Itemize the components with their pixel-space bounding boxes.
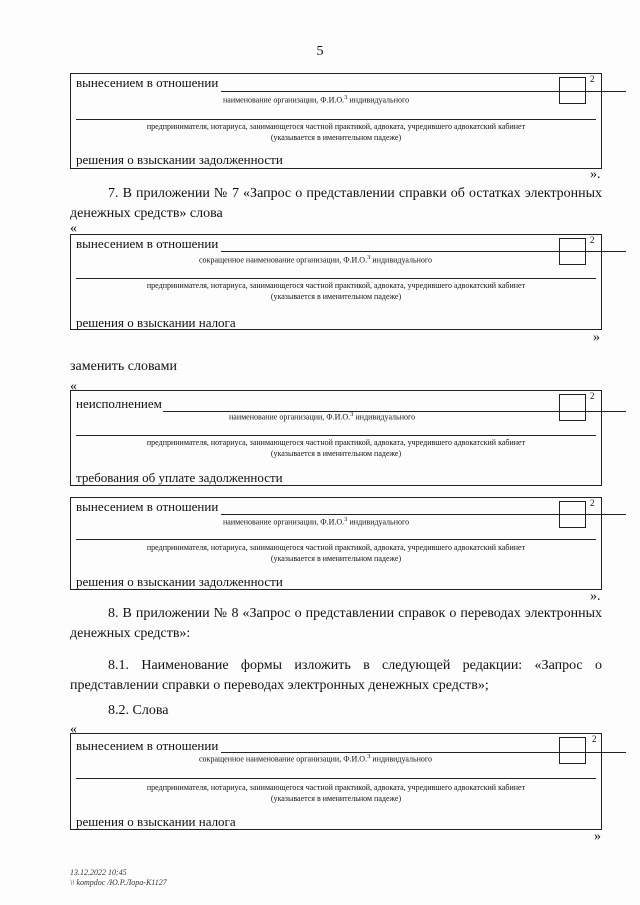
code-box-number: 2 (592, 734, 597, 744)
block-lead-text: неисполнением (76, 396, 162, 411)
field-caption-2: предпринимателя, нотариуса, занимающегося частной практикой, адвоката, учредившего адвокатский кабинет (указывается в именительном падеже) (146, 281, 526, 301)
block-tail-text: решения о взыскании задолженности (76, 574, 283, 589)
block-lead-text: вынесением в отношении (76, 75, 219, 90)
code-box (559, 77, 586, 104)
block-tail-text: требования об уплате задолженности (76, 470, 283, 485)
field-caption-2: предпринимателя, нотариуса, занимающегося частной практикой, адвоката, учредившего адвокатский кабинет (указывается в именительном падеже) (146, 438, 526, 458)
field-caption-2: предпринимателя, нотариуса, занимающегося частной практикой, адвоката, учредившего адвокатский кабинет (указывается в именительном падеже) (146, 783, 526, 803)
form-block-1 (70, 73, 602, 169)
quote-open: « (70, 379, 77, 394)
code-box (559, 238, 586, 265)
quote-close: ». (590, 167, 601, 182)
fill-line (76, 778, 596, 779)
replace-with-text: заменить словами (70, 359, 177, 374)
code-box-number: 2 (590, 235, 595, 245)
form-block-4 (70, 497, 602, 590)
field-caption-2: предпринимателя, нотариуса, занимающегося частной практикой, адвоката, учредившего адвокатский кабинет (указывается в именительном падеже) (146, 543, 526, 563)
print-date: 13.12.2022 10:45 (70, 868, 127, 877)
code-box (559, 501, 586, 528)
field-caption: наименование организации, Ф.И.О.$^3$ индивидуального (229, 411, 416, 422)
form-block-2 (70, 234, 602, 330)
paragraph-8-1: 8.1. Наименование формы изложить в следующей редакции: «Запрос о представлении справки о переводах электронных денежных средств»; (70, 658, 602, 693)
fill-line (76, 435, 596, 436)
print-path: \\ kompdoc /Ю.Р.Лора-К1127 (70, 878, 167, 887)
form-block-5 (70, 733, 602, 830)
paragraph-8: 8. В приложении № 8 «Запрос о представлении справок о переводах электронных денежных средств»: (70, 606, 602, 641)
fill-line (76, 539, 596, 540)
field-caption-2: предпринимателя, нотариуса, занимающегося частной практикой, адвоката, учредившего адвокатский кабинет (указывается в именительном падеже) (146, 122, 526, 142)
fill-line (76, 119, 596, 120)
quote-close: » (594, 829, 601, 844)
block-tail-text: решения о взыскании налога (76, 315, 236, 330)
paragraph-7: 7. В приложении № 7 «Запрос о представлении справки об остатках электронных денежных средств» слова (70, 186, 602, 221)
quote-close: » (593, 330, 600, 345)
code-box-number: 2 (590, 74, 595, 84)
code-box-number: 2 (590, 498, 595, 508)
block-tail-text: решения о взыскании задолженности (76, 152, 283, 167)
code-box (559, 737, 586, 764)
field-caption: наименование организации, Ф.И.О.$^3$ индивидуального (223, 516, 410, 527)
code-box (559, 394, 586, 421)
paragraph-8-2: 8.2. Слова (108, 703, 169, 718)
field-caption: сокращенное наименование организации, Ф.И.О.$^3$ индивидуального (199, 254, 432, 265)
code-box-number: 2 (590, 391, 595, 401)
fill-line (76, 278, 596, 279)
block-lead-text: вынесением в отношении (76, 499, 219, 514)
quote-open: « (70, 221, 77, 236)
field-caption: наименование организации, Ф.И.О.$^3$ индивидуального (223, 94, 410, 105)
quote-open: « (70, 722, 77, 737)
block-tail-text: решения о взыскании налога (76, 814, 236, 829)
block-lead-text: вынесением в отношении (76, 236, 219, 251)
quote-close: ». (590, 589, 601, 604)
block-lead-text: вынесением в отношении (76, 738, 219, 753)
form-block-3 (70, 390, 602, 486)
field-caption: сокращенное наименование организации, Ф.И.О.$^3$ индивидуального (199, 753, 432, 764)
page-number: 5 (316, 44, 324, 59)
print-stamp (70, 868, 167, 888)
